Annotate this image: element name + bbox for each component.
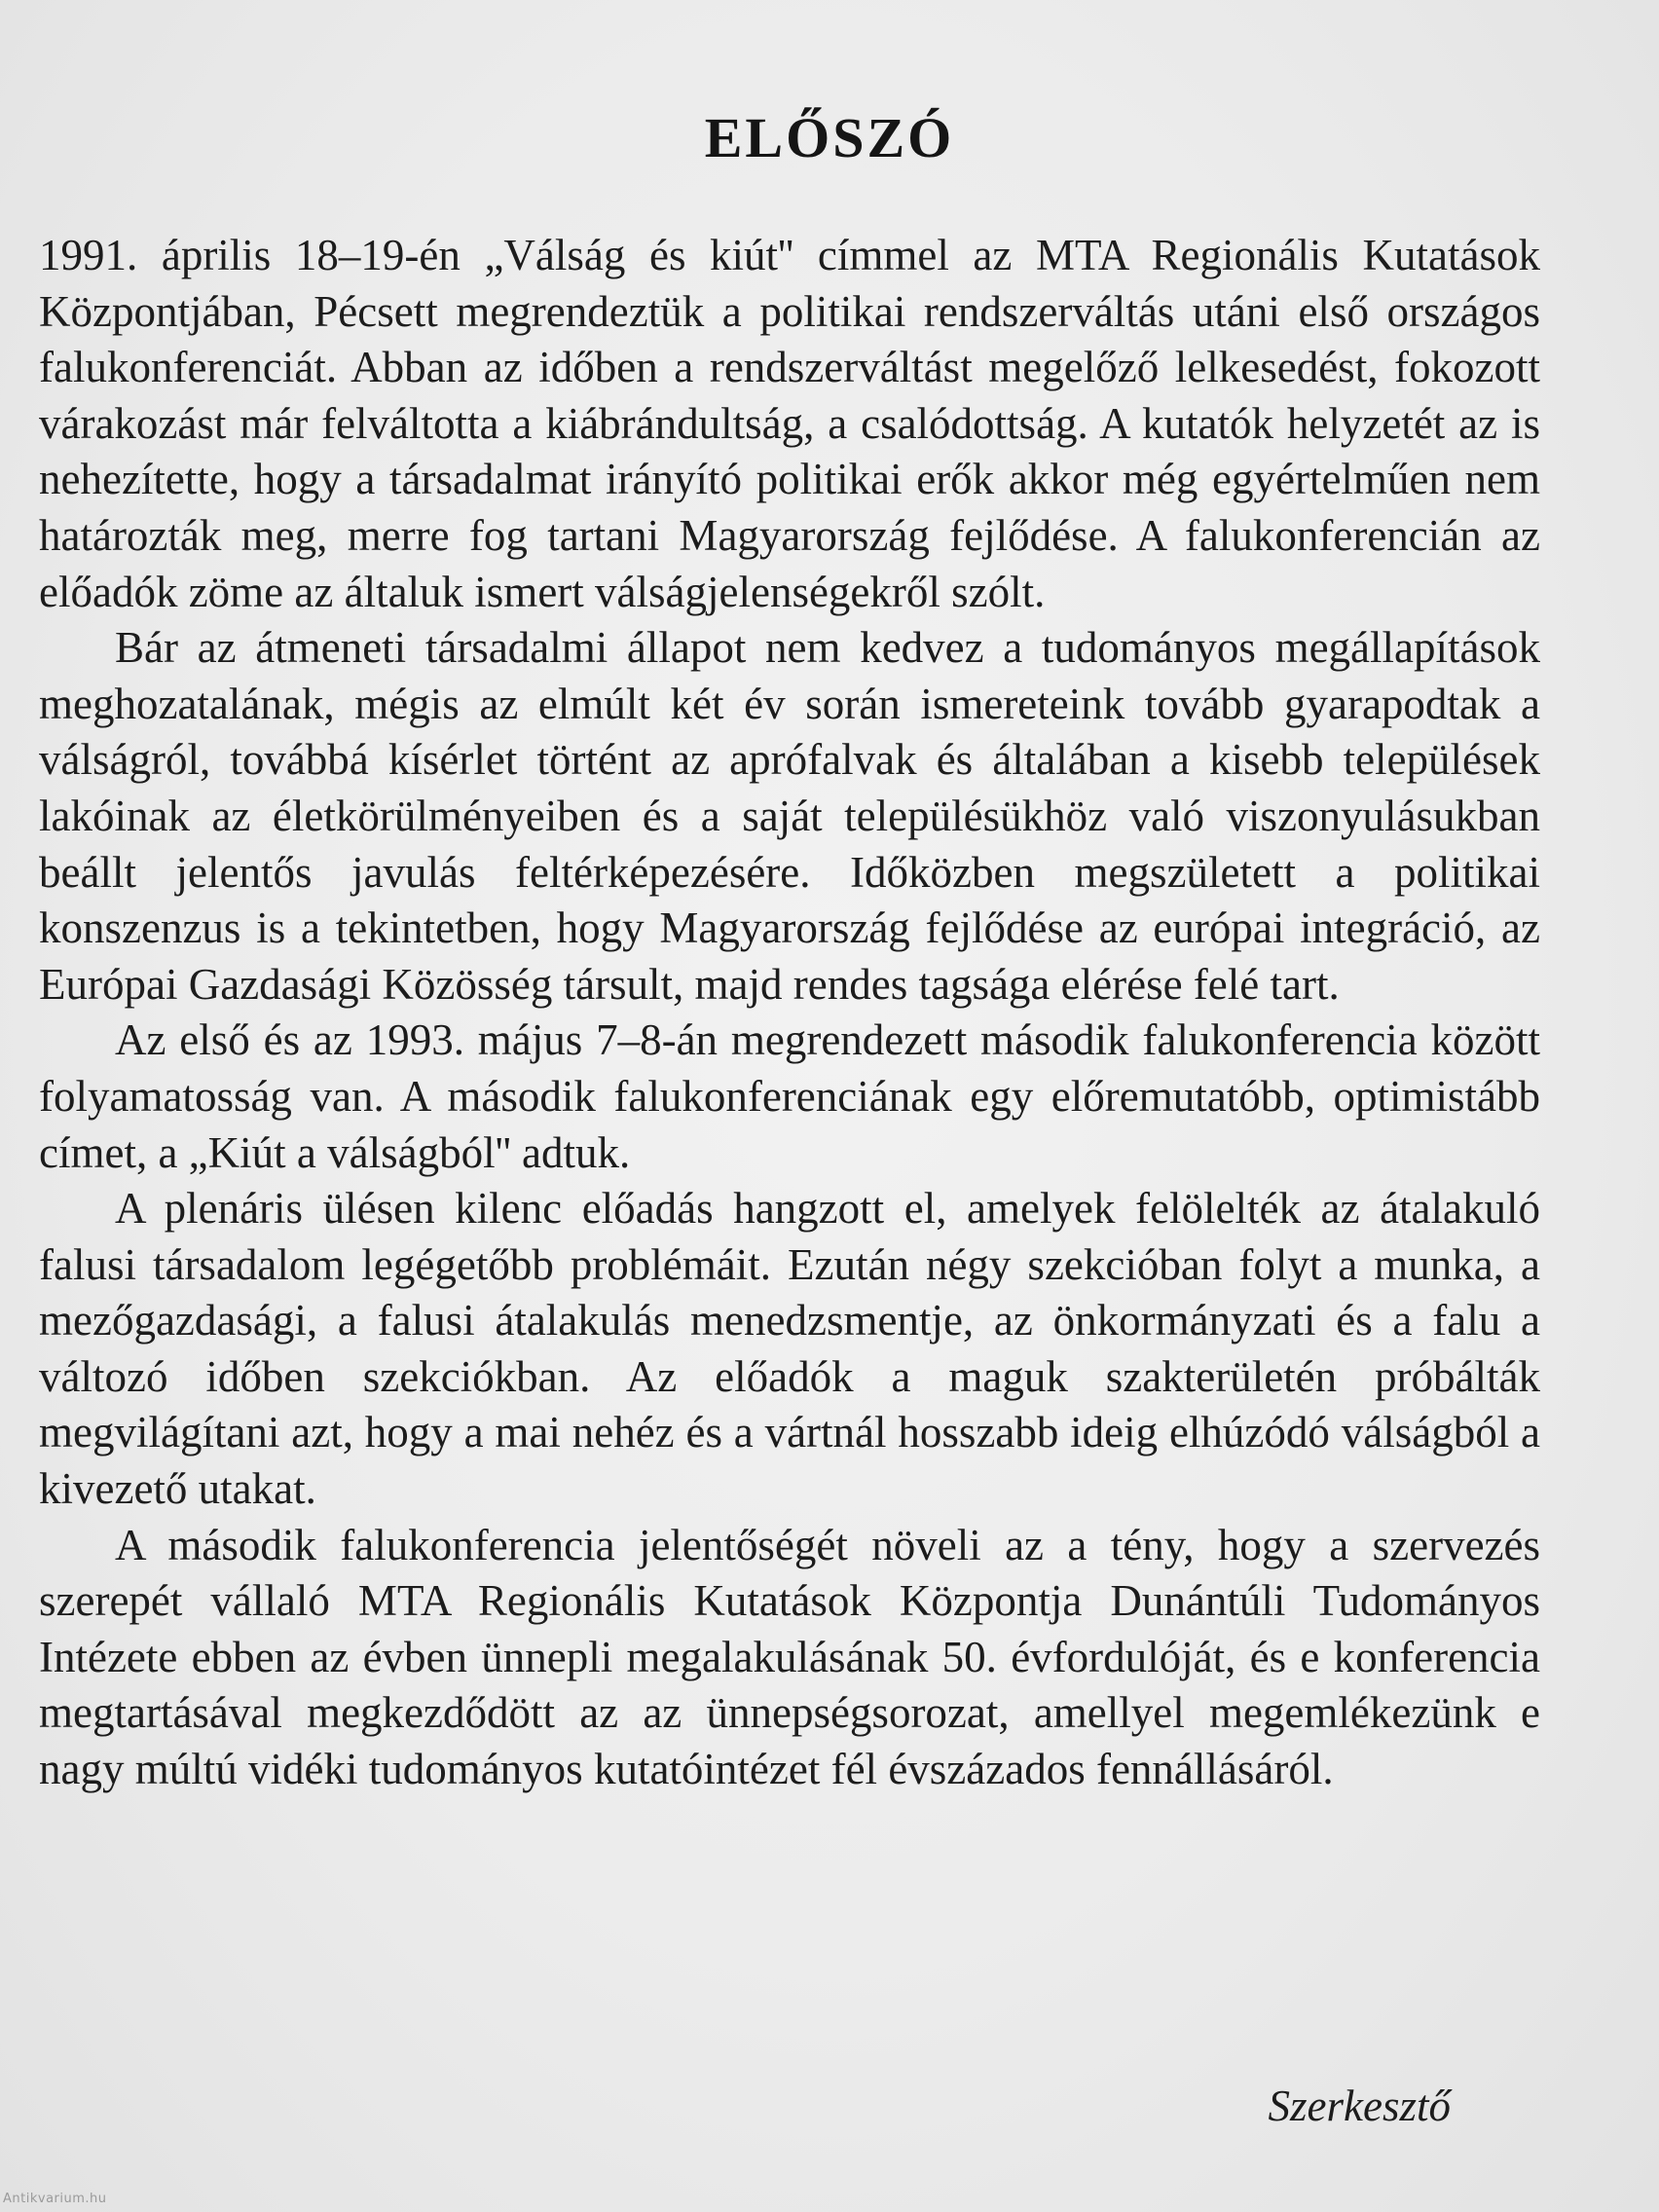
page-title: ELŐSZÓ (704, 106, 955, 169)
paragraph-2: Bár az átmeneti társadalmi állapot nem kedvez a tudományos megállapítások meghozatalának, mégis az elmúlt két év során ismereteink tovább gyarapodtak a válságról, továbbá kísérlet történt az aprófalvak és általában a kisebb települések lakóinak az életkörülményeiben és a saját településükhöz való viszonyulásukban beállt jelentős javulás feltérképezésére. Időközben megszületett a politikai konszenzus is a tekintetben, hogy Magyarország fejlődése az európai integráció, az Európai Gazdasági Közösség társult, majd rendes tagsága elérése felé tart. (39, 623, 1540, 1009)
paragraph-1: 1991. április 18–19-én „Válság és kiút'' címmel az MTA Regionális Kutatások Központjában, Pécsett megrendeztük a politikai rendszerváltás utáni első országos falukonferenciát. Abban az időben a rendszerváltást megelőző lelkesedést, fokozott várakozást már felváltotta a kiábrándultság, a csalódottság. A kutatók helyzetét az is nehezítette, hogy a társadalmat irányító politikai erők akkor még egyértelműen nem határozták meg, merre fog tartani Magyarország fejlődése. A falukonferencián az előadók zöme az általuk ismert válságjelenségekről szólt. (39, 231, 1540, 616)
signature: Szerkesztő (1268, 2082, 1451, 2130)
paragraph-4: A plenáris ülésen kilenc előadás hangzott el, amelyek felölelték az átalakuló falusi társadalom legégetőbb problémáit. Ezután négy szekcióban folyt a munka, a mezőgazdasági, a falusi átalakulás menedzsmentje, az önkormányzati és a falu a változó időben szekciókban. Az előadók a maguk szakterületén próbálták megvilágítani azt, hogy a mai nehéz és a vártnál hosszabb ideig elhúzódó válságból a kivezető utakat. (39, 1184, 1540, 1514)
paragraph-5: A második falukonferencia jelentőségét növeli az a tény, hogy a szervezés szerepét vállaló MTA Regionális Kutatások Központja Dunántúli Tudományos Intézete ebben az évben ünnepli megalakulásának 50. évfordulóját, és e konferencia megtartásával megkezdődött az az ünnepségsorozat, amellyel megemlékezünk e nagy múltú vidéki tudományos kutatóintézet fél évszázados fennállásáról. (39, 1520, 1540, 1794)
watermark: Antikvarium.hu (3, 2192, 107, 2206)
body-text (39, 228, 1540, 1798)
paragraph-3: Az első és az 1993. május 7–8-án megrendezett második falukonferencia között folyamatosság van. A második falukonferenciának egy előremutatóbb, optimistább címet, a „Kiút a válságból'' adtuk. (39, 1015, 1540, 1177)
